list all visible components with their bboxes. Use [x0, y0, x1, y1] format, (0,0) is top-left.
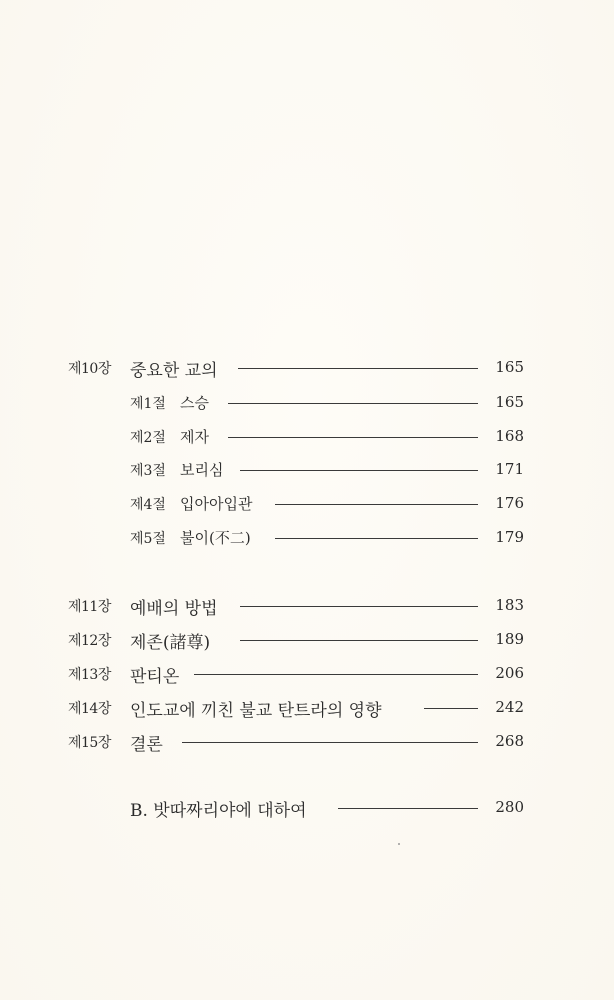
leader-line: [275, 538, 478, 539]
section-number: 제3절: [130, 463, 166, 479]
section-title: 제자: [180, 428, 209, 446]
chapter-number: 제14장: [68, 701, 111, 717]
chapter-number: 제11장: [68, 599, 111, 615]
page-number: 165: [495, 393, 524, 411]
leader-line: [228, 437, 478, 438]
page-number: 189: [495, 630, 524, 648]
page-number: 268: [495, 732, 524, 750]
toc-row-chapter-14: [0, 696, 614, 720]
toc-row-section-3: [0, 458, 614, 482]
leader-line: [182, 742, 478, 743]
chapter-title: 판티온: [130, 667, 180, 687]
toc-row-chapter-12: [0, 628, 614, 652]
leader-line: [194, 674, 478, 675]
section-title: 입아아입관: [180, 495, 253, 513]
toc-row-section-1: [0, 391, 614, 415]
section-number: 제1절: [130, 396, 166, 412]
page-number: 165: [495, 358, 524, 376]
chapter-number: 제15장: [68, 735, 111, 751]
toc-row-section-2: [0, 425, 614, 449]
page-number: 168: [495, 427, 524, 445]
chapter-title: 인도교에 끼친 불교 탄트라의 영향: [130, 701, 382, 721]
leader-line: [228, 403, 478, 404]
chapter-title: 중요한 교의: [130, 361, 218, 381]
page-number: 171: [495, 460, 524, 478]
toc-row-chapter-13: [0, 662, 614, 686]
toc-row-section-4: [0, 492, 614, 516]
leader-line: [240, 606, 478, 607]
paper-speck: [398, 843, 400, 845]
toc-row-chapter-10: [0, 356, 614, 380]
chapter-number: 제10장: [68, 361, 111, 377]
leader-line: [238, 368, 478, 369]
page-number: 179: [495, 528, 524, 546]
toc-row-chapter-15: [0, 730, 614, 754]
toc-row-appendix-b: [0, 796, 614, 820]
chapter-number: 제12장: [68, 633, 111, 649]
leader-line: [240, 470, 478, 471]
section-title: 불이(不二): [180, 529, 251, 547]
section-number: 제4절: [130, 497, 166, 513]
page-number: 242: [495, 698, 524, 716]
leader-line: [424, 708, 478, 709]
chapter-number: 제13장: [68, 667, 111, 683]
leader-line: [275, 504, 478, 505]
page-number: 206: [495, 664, 524, 682]
section-number: 제5절: [130, 531, 166, 547]
appendix-title: B. 밧따짜리야에 대하여: [130, 801, 307, 821]
section-title: 보리심: [180, 461, 224, 479]
chapter-title: 결론: [130, 735, 163, 755]
chapter-title: 제존(諸尊): [130, 633, 211, 653]
section-number: 제2절: [130, 430, 166, 446]
toc-row-section-5: [0, 526, 614, 550]
leader-line: [338, 808, 478, 809]
page-number: 176: [495, 494, 524, 512]
page-number: 280: [495, 798, 524, 816]
section-title: 스승: [180, 394, 209, 412]
leader-line: [240, 640, 478, 641]
toc-row-chapter-11: [0, 594, 614, 618]
page-number: 183: [495, 596, 524, 614]
chapter-title: 예배의 방법: [130, 599, 218, 619]
